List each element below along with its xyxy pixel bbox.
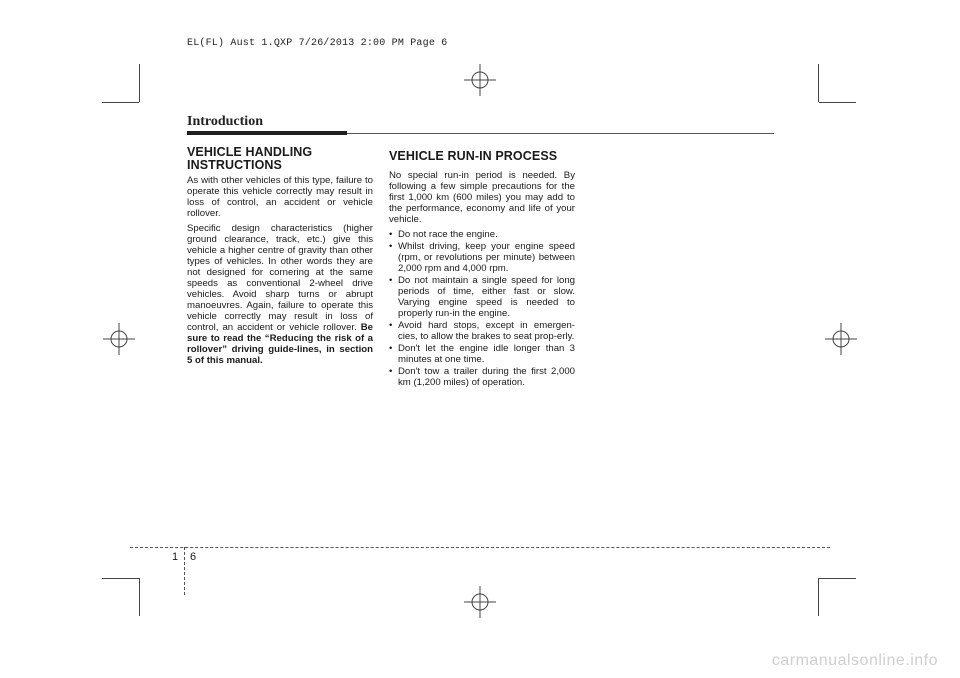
list-item: • Avoid hard stops, except in emergen-cies, to allow the brakes to seat prop-erly. (389, 320, 575, 342)
section-title: Introduction (187, 114, 263, 129)
list-item: • Do not maintain a single speed for long periods of time, either fast or slow. Varying engine speed is needed to properly run-in the engine. (389, 275, 575, 319)
handling-column (187, 146, 373, 370)
crop-mark (139, 578, 140, 616)
page-number: 6 (190, 551, 197, 563)
header-rule-thin (347, 133, 774, 134)
crop-mark (818, 64, 819, 102)
handling-heading: VEHICLE HANDLING INSTRUCTIONS (187, 145, 313, 172)
handling-paragraph (187, 223, 373, 366)
list-item: • Don't tow a trailer during the first 2,000 km (1,200 miles) of operation. (389, 366, 575, 388)
crop-mark (102, 102, 139, 103)
crop-mark (139, 64, 140, 102)
handling-paragraph: As with other vehicles of this type, failure to operate this vehicle correctly may result in loss of control, an accident or vehicle rollover. (187, 175, 373, 219)
footer-dashed-rule (130, 547, 830, 548)
crop-mark (819, 578, 856, 579)
crop-mark (818, 578, 819, 616)
registration-mark-icon (825, 323, 857, 355)
crop-mark (102, 578, 139, 579)
chapter-number: 1 (172, 551, 179, 563)
watermark: carmanualsonline.info (771, 652, 938, 669)
print-slug: EL(FL) Aust 1.QXP 7/26/2013 2:00 PM Page 6 (187, 38, 448, 49)
footer-dashed-divider (184, 547, 185, 595)
crop-mark (819, 102, 856, 103)
runin-heading: VEHICLE RUN-IN PROCESS (389, 149, 558, 163)
list-item: • Do not race the engine. (389, 229, 575, 240)
handling-warning-bold: Be sure to read the “Reducing the risk of a rollover” driving guide-lines, in section 5 of this manual. (187, 322, 373, 366)
registration-mark-icon (103, 323, 135, 355)
list-item: • Whilst driving, keep your engine speed (rpm, or revolutions per minute) between 2,000 rpm and 4,000 rpm. (389, 241, 575, 274)
handling-paragraph-text: Specific design characteristics (higher ground clearance, track, etc.) give this vehicle a higher centre of gravity than other types of vehicles. In other words they are not designed for cornering at the same speeds as conventional 2-wheel drive vehicles. Avoid sharp turns or abrupt manoeuvres. Again, failure to operate this vehicle correctly may result in loss of control, an accident or vehicle rollover. (187, 223, 373, 333)
registration-mark-icon (464, 586, 496, 618)
runin-column (389, 146, 575, 389)
runin-bullet-list (389, 229, 575, 388)
header-rule-thick (187, 131, 347, 135)
registration-mark-icon (464, 64, 496, 96)
list-item: • Don't let the engine idle longer than 3 minutes at one time. (389, 343, 575, 365)
runin-intro: No special run-in period is needed. By following a few simple precautions for the first 1,000 km (600 miles) you may add to the performance, economy and life of your vehicle. (389, 169, 575, 225)
